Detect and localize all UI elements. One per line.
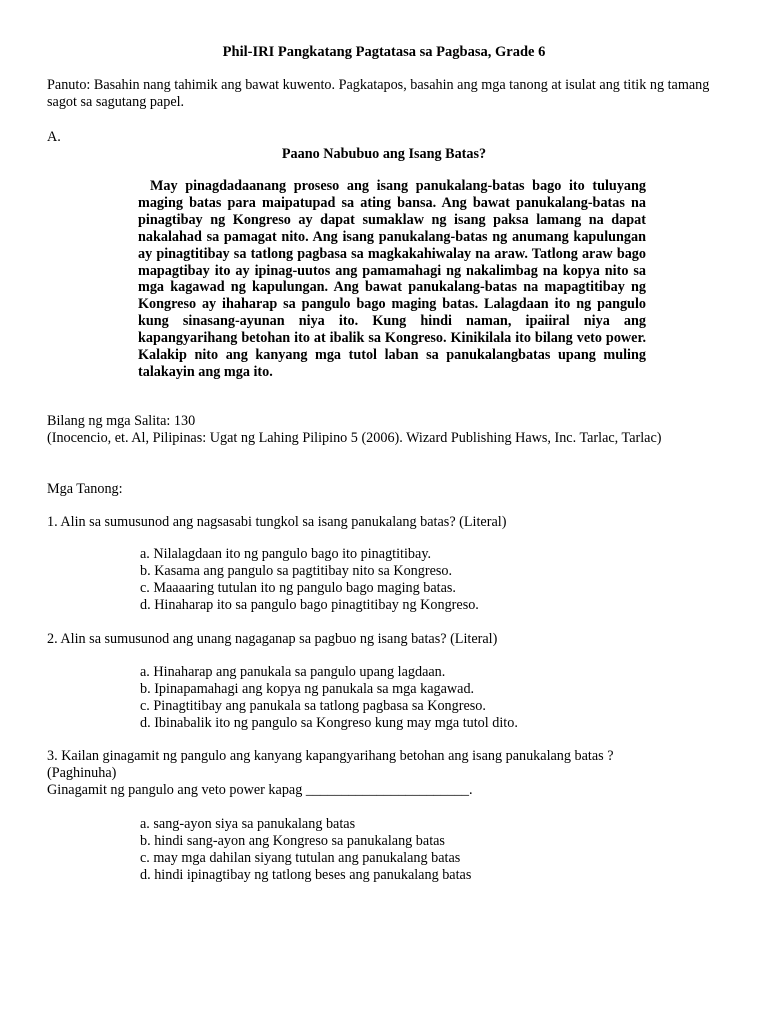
choice-1b: b. Kasama ang pangulo sa pagtitibay nito sa Kongreso. xyxy=(140,563,453,579)
word-count: Bilang ng mga Salita: 130 xyxy=(47,413,196,429)
choice-3c: c. may mga dahilan siyang tutulan ang panukalang batas xyxy=(140,850,461,866)
question-1: 1. Alin sa sumusunod ang nagsasabi tungkol sa isang panukalang batas? (Literal) xyxy=(47,514,507,530)
choice-3d: d. hindi ipinagtibay ng tatlong beses ang panukalang batas xyxy=(140,867,472,883)
story-passage: May pinagdadaanang proseso ang isang panukalang-batas bago ito tuluyang maging batas para maipatupad sa ating bansa. Ang bawat panukalang-batas na pinagtibay ng Kongreso ay dapat sumaklaw ng isang paksa lamang na dapat nakalahad sa pamagat nito. Ang isang panukalang-batas ng anumang kapulungan ay pinagtitibay sa tatlong pagbasa sa magkakahiwalay na araw. Tatlong araw bago mapagtibay ito ay ipinag-uutos ang pamamahagi ng nakalimbag na kopya nito sa mga kagawad ng kapulungan. Ang bawat panukalang-batas na mapagtitibay ng Kongreso ay ihaharap sa pangulo bago maging batas. Lalagdaan ito ng pangulo kung sinasang-ayunan niya ito. Kung hindi naman, ipaiiral niya ang kapangyarihang betohan ito at ibalik sa Kongreso. Kinikilala ito bilang veto power. Kalakip nito ang kanyang mga tutol laban sa panukalangbatas upang muling talakayin ang mga ito. xyxy=(138,178,646,380)
choice-2b: b. Ipinapamahagi ang kopya ng panukala sa mga kagawad. xyxy=(140,681,475,697)
section-label: A. xyxy=(47,129,61,145)
question-2: 2. Alin sa sumusunod ang unang nagaganap sa pagbuo ng isang batas? (Literal) xyxy=(47,631,498,647)
question-2-choices xyxy=(140,664,518,732)
citation: (Inocencio, et. Al, Pilipinas: Ugat ng Lahing Pilipino 5 (2006). Wizard Publishing Haws, Inc. Tarlac, Tarlac) xyxy=(47,430,662,446)
questions-heading: Mga Tanong: xyxy=(47,481,123,497)
choice-2c: c. Pinagtitibay ang panukala sa tatlong pagbasa sa Kongreso. xyxy=(140,698,486,714)
choice-2d: d. Ibinabalik ito ng pangulo sa Kongreso kung may mga tutol dito. xyxy=(140,715,518,731)
choice-1a: a. Nilalagdaan ito ng pangulo bago ito pinagtitibay. xyxy=(140,546,432,562)
question-3-choices xyxy=(140,816,471,884)
choice-2a: a. Hinaharap ang panukala sa pangulo upang lagdaan. xyxy=(140,664,446,680)
question-3: 3. Kailan ginagamit ng pangulo ang kanyang kapangyarihang betohan ang isang panukalang batas ? xyxy=(47,748,614,764)
question-1-choices xyxy=(140,546,479,614)
choice-3a: a. sang-ayon siya sa panukalang batas xyxy=(140,816,356,832)
story-title: Paano Nabubuo ang Isang Batas? xyxy=(281,146,487,162)
instructions: Panuto: Basahin nang tahimik ang bawat kuwento. Pagkatapos, basahin ang mga tanong at isulat ang titik ng tamang sagot sa sagutang papel. xyxy=(47,77,710,110)
question-3-fill-in: Ginagamit ng pangulo ang veto power kapag _______________________. xyxy=(47,782,473,798)
document-title: Phil-IRI Pangkatang Pagtatasa sa Pagbasa, Grade 6 xyxy=(222,44,546,60)
question-3-type: (Paghinuha) xyxy=(47,765,117,781)
choice-1d: d. Hinaharap ito sa pangulo bago pinagtitibay ng Kongreso. xyxy=(140,597,479,613)
choice-1c: c. Maaaaring tutulan ito ng pangulo bago maging batas. xyxy=(140,580,456,596)
choice-3b: b. hindi sang-ayon ang Kongreso sa panukalang batas xyxy=(140,833,445,849)
